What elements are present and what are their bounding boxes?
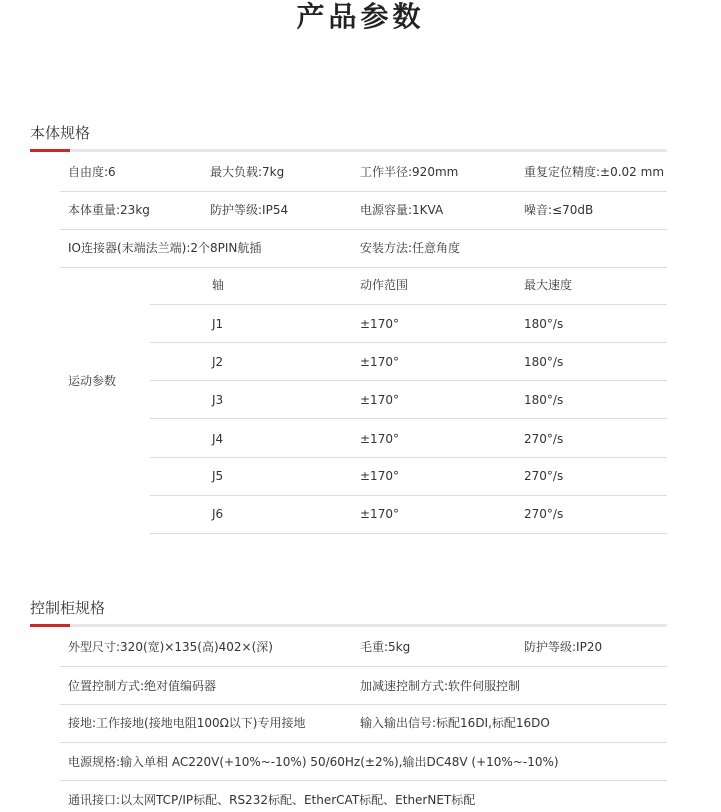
row-divider [150,418,667,419]
spec-accel-control: 加减速控制方式:软件伺服控制 [360,679,521,693]
spec-protection: 防护等级:IP54 [210,203,289,217]
axis-range: ±170° [360,355,399,369]
row-divider [60,191,667,192]
row-divider [150,533,667,534]
axis-speed: 270°/s [524,432,564,446]
spec-position-control: 位置控制方式:绝对值编码器 [68,679,217,693]
axis-name: J6 [212,507,224,521]
axis-name: J4 [212,432,224,446]
spec-power-capacity: 电源容量:1KVA [360,203,444,217]
axis-speed: 270°/s [524,507,564,521]
spec-cabinet-protection: 防护等级:IP20 [524,640,603,654]
axis-name: J2 [212,355,224,369]
spec-dimensions: 外型尺寸:320(宽)×135(高)402×(深) [68,640,273,654]
axis-range: ±170° [360,432,399,446]
axis-speed: 180°/s [524,317,564,331]
row-divider [150,457,667,458]
spec-mounting: 安装方法:任意角度 [360,241,461,255]
axis-name: J1 [212,317,224,331]
row-divider [60,742,667,743]
section-title-cabinet-spec: 控制柜规格 [30,599,106,617]
row-divider [150,380,667,381]
spec-grounding: 接地:工作接地(接地电阻100Ω以下)专用接地 [68,716,306,730]
row-divider [150,304,667,305]
page-title: 产品参数 [296,0,425,33]
row-divider [60,704,667,705]
axis-speed: 180°/s [524,355,564,369]
axis-name: J3 [212,393,224,407]
axis-range: ±170° [360,317,399,331]
row-divider [60,666,667,667]
row-divider [60,267,667,268]
spec-noise: 噪音:≤70dB [524,203,594,217]
spec-power-supply: 电源规格:输入单相 AC220V(+10%~-10%) 50/60Hz(±2%),输出DC48V (+10%~-10%) [68,755,559,769]
axis-speed: 270°/s [524,469,564,483]
row-divider [150,342,667,343]
section-title-body-spec: 本体规格 [30,124,91,142]
section-accent [30,149,70,152]
axis-speed: 180°/s [524,393,564,407]
spec-max-load: 最大负载:7kg [210,165,285,179]
spec-comm-interface: 通讯接口:以太网TCP/IP标配、RS232标配、EtherCAT标配、EtherNET标配 [68,793,476,807]
spec-repeatability: 重复定位精度:±0.02 mm [524,165,665,179]
motion-label: 运动参数 [68,374,117,388]
spec-work-radius: 工作半径:920mm [360,165,459,179]
spec-dof: 自由度:6 [68,165,116,179]
motion-header-range: 动作范围 [360,278,409,292]
axis-range: ±170° [360,507,399,521]
axis-name: J5 [212,469,224,483]
section-divider [30,624,667,627]
spec-io-signal: 输入输出信号:标配16DI,标配16DO [360,716,550,730]
row-divider [60,229,667,230]
row-divider [150,495,667,496]
spec-gross-weight: 毛重:5kg [360,640,411,654]
row-divider [60,780,667,781]
axis-range: ±170° [360,469,399,483]
motion-header-axis: 轴 [212,278,225,292]
motion-header-speed: 最大速度 [524,278,573,292]
spec-io-connector: IO连接器(末端法兰端):2个8PIN航插 [68,241,262,255]
section-divider [30,149,667,152]
spec-body-weight: 本体重量:23kg [68,203,150,217]
section-accent [30,624,70,627]
axis-range: ±170° [360,393,399,407]
